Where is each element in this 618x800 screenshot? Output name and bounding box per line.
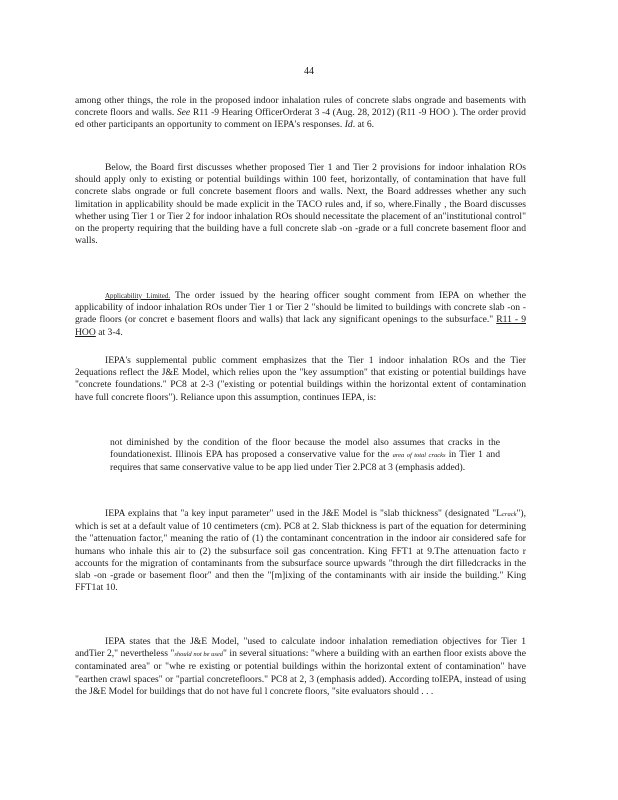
paragraph-5-text-b: "), which is set at a default value of 10 centimeters (cm). PC8 at 2. Slab thickness is part of the equation for determining the "attenuation factor," meaning the ratio of (1) the contaminant concentration in the indoor air considered safe for humans who inhale this air to (2) the subsurface soil gas concentration. King FFT1 at 9.The attenuation facto r accounts for the migration of contaminants from the subsurface source upwards "through the dirt filledcracks in the slab -on -grade or basement floor" and then the "[m]ixing of the contaminants with air inside the building." King FFT1at 10. <box>75 508 526 594</box>
id-signal: Id <box>344 119 353 131</box>
paragraph-6 <box>75 636 526 698</box>
paragraph-5-text-a: IEPA explains that "a key input parameter" used in the J&E Model is "slab thickness" (designated "L <box>105 508 503 519</box>
paragraph-2 <box>75 162 526 247</box>
paragraph-1 <box>75 95 526 132</box>
block-quote-text-a: not diminished by the condition of the floor because the model also assumes that cracks in the foundationexist. Illinois EPA has proposed a conservative value for the <box>110 437 500 461</box>
paragraph-6-text-a: IEPA states that the J&E Model, "used to calculate indoor inhalation remediation objectives for Tier 1 andTier 2," nevertheless " <box>75 636 526 660</box>
paragraph-1-text-c: . at 6. <box>352 119 375 131</box>
paragraph-3 <box>75 290 526 339</box>
paragraph-4 <box>75 355 526 404</box>
paragraph-4-text: IEPA's supplemental public comment emphasizes that the Tier 1 indoor inhalation ROs and the Tier 2equations reflect the J&E Model, which relies upon the "key assumption" that existing or potential buildings have "concrete foundations." PC8 at 2-3 ("existing or potential buildings within the horizontal extent of contamination have full concrete floors"). Reliance upon this assumption, continues IEPA, is: <box>75 355 526 403</box>
paragraph-6-emphasis: should not be used <box>174 651 224 659</box>
hoo-citation: R11 - 9 HOO <box>75 314 526 338</box>
applicability-heading: Applicability Limited. <box>105 292 171 300</box>
paragraph-3-text-a: The order issued by the hearing officer sought comment from IEPA on whether the applicability of indoor inhalation ROs under Tier 1 or Tier 2 "should be limited to buildings with concrete slab -on -grade floors (or concret e basement floors and walls) that lack any significant openings to the subsurface." <box>75 290 526 326</box>
paragraph-6-text-b: " in several situations: "where a building with an earthen floor exists above the contaminated area" or "whe re existing or potential buildings within the horizontal extent of contamination" have "earthen crawl spaces" or "partial concretefloors." PC8 at 2, 3 (emphasis added). According toIEPA, instead of using the J&E Model for buildings that do not have ful l concrete floors, "site evaluators should . . . <box>75 648 526 697</box>
block-quote <box>110 437 500 475</box>
block-quote-emphasis: area of total cracks <box>392 452 446 460</box>
paragraph-2-text: Below, the Board first discusses whether proposed Tier 1 and Tier 2 provisions for indoor inhalation ROs should apply only to existing or potential buildings within 100 feet, horizontally, of contamination that have full concrete slabs ongrade or full concrete basement floors and walls. Next, the Board addresses whether any such limitation in applicability should be made explicit in the TACO rules and, if so, where.Finally , the Board discusses whether using Tier 1 or Tier 2 for indoor inhalation ROs should necessitate the placement of an"institutional control" on the property requiring that the building have a full concrete slab -on -grade or a full concrete basement floor and walls. <box>75 162 526 247</box>
page-number: 44 <box>304 66 314 77</box>
see-signal: See <box>176 107 191 119</box>
paragraph-3-text-b: at 3-4. <box>98 326 123 338</box>
paragraph-1-text-b: R11 -9 Hearing OfficerOrderat 3 -4 (Aug. 28, 2012) (R11 -9 HOO ). The order provid ed other participants an opportunity to comment on IEPA's responses. <box>75 107 526 131</box>
paragraph-1-text-a: among other things, the role in the proposed indoor inhalation rules of concrete slabs ongrade and basements with concrete floors and walls. <box>75 95 526 119</box>
paragraph-5 <box>75 508 526 594</box>
block-quote-text-b: in Tier 1 and requires that same conservative value to be app lied under Tier 2.PC8 at 3 (emphasis added). <box>110 449 501 474</box>
crack-subscript: crack <box>502 511 517 518</box>
